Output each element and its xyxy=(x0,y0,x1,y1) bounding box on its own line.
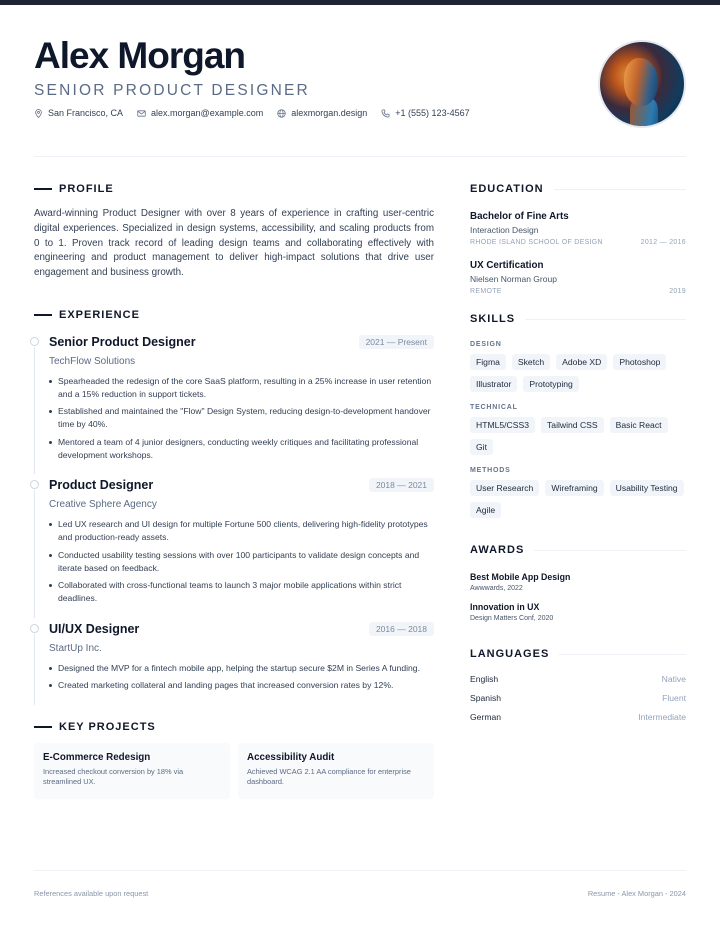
skill-tag: User Research xyxy=(470,480,539,496)
avatar xyxy=(598,40,686,128)
skill-tag: Agile xyxy=(470,502,501,518)
project-title: E-Commerce Redesign xyxy=(43,751,151,763)
job-bullets xyxy=(49,375,434,462)
heading-rule xyxy=(554,189,686,190)
skill-tag: Figma xyxy=(470,354,506,370)
bullet-item: Spearheaded the redesign of the core SaaS platform, resulting in a 25% increase in user retention and a 15% reduction in support tickets. xyxy=(49,375,434,401)
projects-heading-text: KEY PROJECTS xyxy=(59,720,156,733)
languages-heading xyxy=(470,648,686,660)
job-entry xyxy=(34,478,434,622)
education-field: Nielsen Norman Group xyxy=(470,274,557,284)
heading-rule xyxy=(525,319,686,320)
contact-website[interactable] xyxy=(277,108,367,118)
left-column xyxy=(34,183,434,799)
project-title: Accessibility Audit xyxy=(247,751,335,763)
bullet-item: Created marketing collateral and landing pages that increased conversion rates by 12%. xyxy=(49,679,434,692)
language-name: German xyxy=(470,712,502,722)
heading-dash xyxy=(34,726,52,728)
bullet-item: Established and maintained the "Flow" Design System, reducing design-to-development handover time by 40%. xyxy=(49,405,434,431)
project-description: Increased checkout conversion by 18% via streamlined UX. xyxy=(43,766,184,786)
job-bullets xyxy=(49,662,434,693)
job-dates: 2016 — 2018 xyxy=(369,622,434,636)
education-heading xyxy=(470,183,686,195)
bullet-item: Led UX research and UI design for multiple Fortune 500 clients, delivering high-fidelity prototypes and production-ready assets. xyxy=(49,518,434,544)
awards-heading-text: AWARDS xyxy=(470,544,525,556)
skill-tag: Illustrator xyxy=(470,376,517,392)
education-degree: Bachelor of Fine Arts xyxy=(470,211,569,222)
job-role: Senior Product Designer xyxy=(49,334,196,349)
project-description: Achieved WCAG 2.1 AA compliance for enterprise dashboard. xyxy=(247,766,411,786)
bullet-item: Designed the MVP for a fintech mobile app, helping the startup secure $2M in Series A funding. xyxy=(49,662,434,675)
language-name: Spanish xyxy=(470,693,502,703)
profile-heading xyxy=(34,183,434,195)
contact-phone[interactable] xyxy=(381,108,469,118)
timeline-line xyxy=(34,634,35,705)
award-title: Innovation in UX xyxy=(470,602,540,612)
job-role: Product Designer xyxy=(49,478,154,493)
skill-tag: Adobe XD xyxy=(556,354,607,370)
email-link[interactable]: alex.morgan@example.com xyxy=(151,108,264,118)
heading-rule xyxy=(534,550,686,551)
skills-heading-text: SKILLS xyxy=(470,313,516,325)
award-meta: Design Matters Conf, 2020 xyxy=(470,615,554,622)
skill-tag: Git xyxy=(470,439,493,455)
education-list xyxy=(470,211,686,295)
timeline-dot xyxy=(30,480,39,489)
timeline-line xyxy=(34,490,35,618)
timeline-dot xyxy=(30,337,39,346)
globe-icon xyxy=(277,109,286,118)
profile-summary: Award-winning Product Designer with over 8 years of experience in crafting user-centric digital experiences. Specialized in design systems, accessibility, and scaling products from 0 to 1. Proven track record of leading design teams and collaborating effectively with engineering and product management to deliver high-impact solutions that drive user engagement and business growth. xyxy=(34,208,434,279)
skill-tag: Photoshop xyxy=(613,354,666,370)
experience-list xyxy=(34,335,434,709)
skill-tag: Prototyping xyxy=(523,376,578,392)
candidate-name: Alex Morgan xyxy=(34,35,246,76)
job-entry xyxy=(34,622,434,709)
job-role: UI/UX Designer xyxy=(49,621,140,636)
projects-list xyxy=(34,743,434,799)
language-row xyxy=(470,712,686,722)
job-dates: 2018 — 2021 xyxy=(369,478,434,492)
education-field: Interaction Design xyxy=(470,225,539,235)
job-header xyxy=(49,478,434,492)
skill-tag: Tailwind CSS xyxy=(541,417,604,433)
skill-tag: Sketch xyxy=(512,354,550,370)
skill-tag: Basic React xyxy=(610,417,668,433)
location-text: San Francisco, CA xyxy=(48,108,124,118)
experience-heading xyxy=(34,309,434,321)
heading-dash xyxy=(34,314,52,316)
language-name: English xyxy=(470,674,499,684)
heading-dash xyxy=(34,188,52,190)
right-column xyxy=(470,183,686,722)
education-school: REMOTE xyxy=(470,288,502,295)
skill-tag: Wireframing xyxy=(545,480,603,496)
avatar-face xyxy=(624,58,658,106)
footer-note: References available upon request xyxy=(34,889,149,898)
profile-heading-text: PROFILE xyxy=(59,183,114,195)
job-entry xyxy=(34,335,434,479)
education-entry xyxy=(470,260,686,295)
education-degree: UX Certification xyxy=(470,260,544,271)
skill-tag: HTML5/CSS3 xyxy=(470,417,535,433)
skill-category-label: TECHNICAL xyxy=(470,404,518,411)
education-meta xyxy=(470,288,686,295)
footer-divider xyxy=(34,870,686,871)
education-heading-text: EDUCATION xyxy=(470,183,544,195)
top-accent-bar xyxy=(0,0,720,5)
skill-tags xyxy=(470,354,686,392)
skill-category-label: METHODS xyxy=(470,467,511,474)
language-row xyxy=(470,674,686,684)
education-dates: 2019 xyxy=(669,288,686,295)
phone-link[interactable]: +1 (555) 123-4567 xyxy=(395,108,470,118)
award-title: Best Mobile App Design xyxy=(470,572,571,582)
language-level: Intermediate xyxy=(638,712,686,722)
language-level: Native xyxy=(661,674,686,684)
bullet-item: Conducted usability testing sessions with over 100 participants to validate design concepts and iterate based on feedback. xyxy=(49,549,434,575)
contact-list xyxy=(34,108,470,118)
job-bullets xyxy=(49,518,434,605)
projects-heading xyxy=(34,721,434,733)
award-entry xyxy=(470,572,686,592)
project-card xyxy=(238,743,434,799)
languages-heading-text: LANGUAGES xyxy=(470,648,550,660)
bullet-item: Mentored a team of 4 junior designers, conducting weekly critiques and facilitating professional development workshops. xyxy=(49,436,434,462)
languages-list xyxy=(470,674,686,722)
job-dates: 2021 — Present xyxy=(359,335,434,349)
job-header xyxy=(49,622,434,636)
language-level: Fluent xyxy=(662,693,686,703)
job-company: StartUp Inc. xyxy=(49,642,102,654)
header-divider xyxy=(34,156,686,157)
candidate-title: SENIOR PRODUCT DESIGNER xyxy=(34,82,310,99)
skill-tags xyxy=(470,480,686,518)
phone-icon xyxy=(381,109,390,118)
bullet-item: Collaborated with cross-functional teams to launch 3 major mobile applications within strict deadlines. xyxy=(49,579,434,605)
job-company: TechFlow Solutions xyxy=(49,355,136,367)
skills-heading xyxy=(470,313,686,325)
skill-category-label: DESIGN xyxy=(470,341,502,348)
project-card xyxy=(34,743,230,799)
experience-heading-text: EXPERIENCE xyxy=(59,308,140,321)
timeline-dot xyxy=(30,624,39,633)
job-header xyxy=(49,335,434,349)
language-row xyxy=(470,693,686,703)
education-meta xyxy=(470,239,686,246)
footer-page-label: Resume - Alex Morgan - 2024 xyxy=(587,889,686,898)
map-pin-icon xyxy=(34,109,43,118)
education-dates: 2012 — 2016 xyxy=(640,239,686,246)
education-school: RHODE ISLAND SCHOOL OF DESIGN xyxy=(470,239,603,246)
skill-tag: Usability Testing xyxy=(610,480,684,496)
job-company: Creative Sphere Agency xyxy=(49,499,157,511)
contact-location xyxy=(34,108,123,118)
contact-email[interactable] xyxy=(137,108,263,118)
award-entry xyxy=(470,602,686,622)
resume-header xyxy=(34,36,686,156)
website-link[interactable]: alexmorgan.design xyxy=(291,108,368,118)
education-entry xyxy=(470,211,686,246)
awards-heading xyxy=(470,544,686,556)
skill-tags xyxy=(470,417,686,455)
heading-rule xyxy=(559,654,686,655)
award-meta: Awwwards, 2022 xyxy=(470,585,523,592)
mail-icon xyxy=(137,109,146,118)
timeline-line xyxy=(34,347,35,475)
